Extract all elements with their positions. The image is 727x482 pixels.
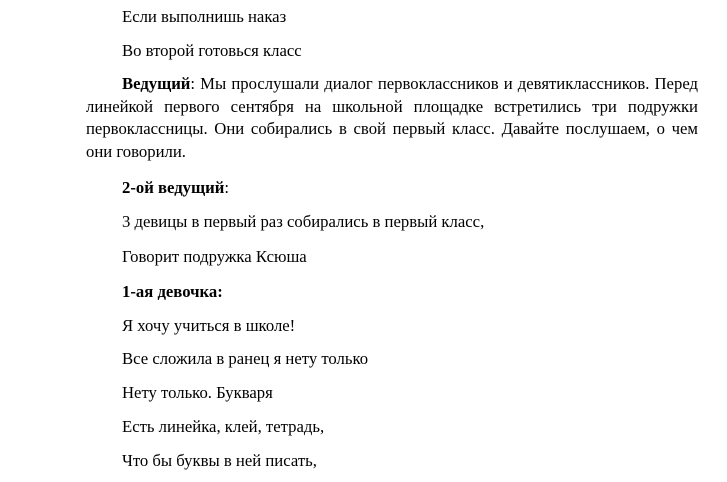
host-paragraph-text: : Мы прослушали диалог первоклассников и девятиклассников. Перед линейкой первого сентября на школьной площадке встретились три подружки первоклассницы. Они собирались в свой первый класс. Давайте послушаем, о чем они говорили. — [86, 74, 698, 161]
text-line-2: Во второй готовься класс — [122, 41, 302, 60]
text-line-9: Что бы буквы в ней писать, — [122, 451, 317, 470]
host-paragraph — [86, 73, 698, 163]
speaker-label-girl-1: 1-ая девочка: — [122, 282, 223, 301]
text-line-3: 3 девицы в первый раз собирались в первый класс, — [122, 212, 485, 231]
text-line-6: Все сложила в ранец я нету только — [122, 349, 369, 368]
speaker-heading-2 — [122, 179, 229, 197]
text-line-8: Есть линейка, клей, тетрадь, — [122, 417, 325, 436]
text-line-1: Если выполнишь наказ — [122, 7, 287, 26]
text-line-7: Нету только. Букваря — [122, 383, 273, 402]
speaker-label-host-2: 2-ой ведущий — [122, 178, 225, 197]
speaker-label-host: Ведущий — [122, 74, 191, 93]
text-line-5: Я хочу учиться в школе! — [122, 316, 296, 335]
text-line-4: Говорит подружка Ксюша — [122, 247, 307, 266]
speaker-colon: : — [224, 178, 229, 197]
